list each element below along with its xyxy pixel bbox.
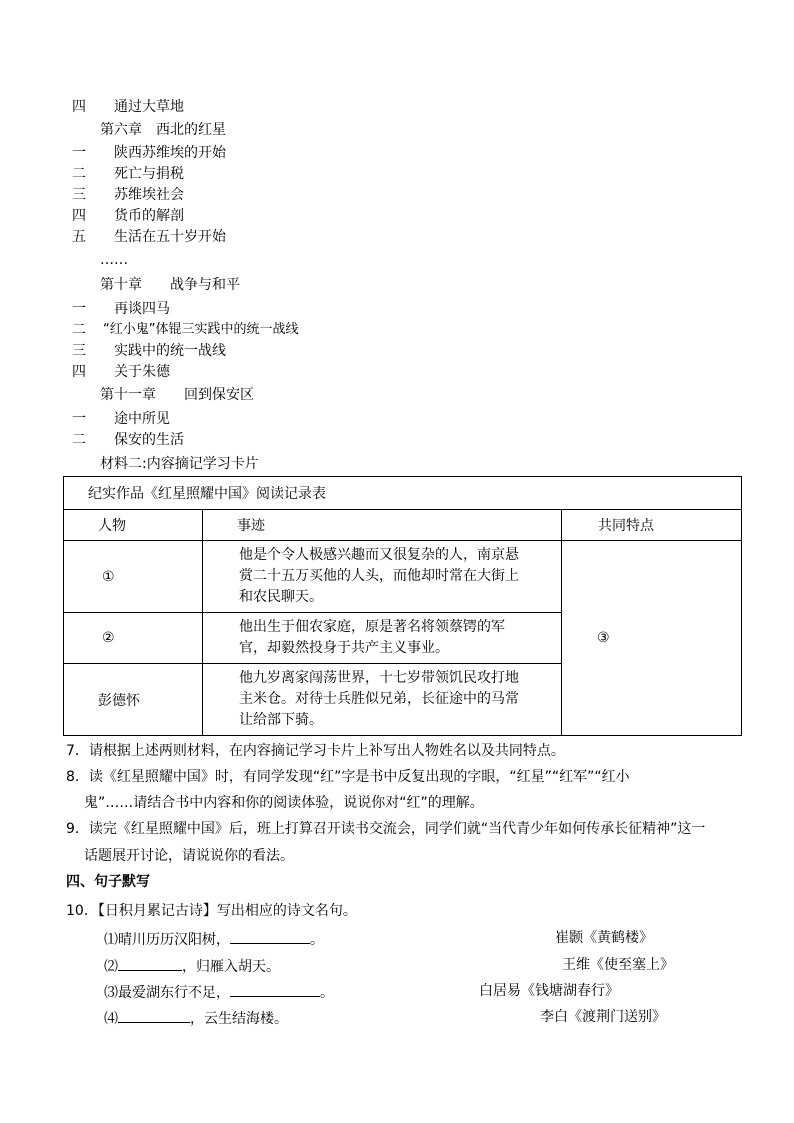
- poem-prompt-end: ，云生结海楼。: [190, 1011, 288, 1027]
- question-8: 8．读《红星照耀中国》时，有同学发现“红”字是书中反复出现的字眼，“红星”“红军”“红小: [66, 769, 630, 785]
- toc-title: “红小鬼”体锟三实践中的统一战线: [103, 322, 299, 337]
- toc-num: 一: [72, 301, 86, 317]
- question-9-cont: 话题展开讨论，请说说你的看法。: [84, 848, 294, 864]
- header-deeds: 事迹: [203, 510, 562, 541]
- chapter-heading-title: 战争与和平: [170, 277, 240, 293]
- chapter-heading: 第十一章: [100, 387, 156, 403]
- toc-num: 四: [72, 364, 86, 380]
- toc-num: 二: [72, 432, 86, 448]
- toc-title: 保安的生活: [114, 432, 184, 448]
- toc-num: 四: [72, 99, 86, 115]
- answer-blank[interactable]: [230, 929, 310, 944]
- table-row: [64, 541, 742, 613]
- poem-prompt-end: 。: [310, 932, 324, 948]
- chapter-heading: 第六章 西北的红星: [100, 122, 226, 138]
- deeds-cell: 他出生于佃农家庭，原是著名将领蔡锷的军官，却毅然投身于共产主义事业。: [203, 613, 562, 664]
- toc-title: 货币的解剖: [114, 208, 184, 224]
- toc-num: 五: [72, 229, 86, 245]
- toc-title: 实践中的统一战线: [114, 343, 226, 359]
- toc-num: 二: [72, 322, 86, 338]
- table-title-row: [64, 477, 742, 510]
- poem-prompt: ⑵: [104, 959, 118, 975]
- poem-source: 崔颢《黄鹤楼》: [555, 930, 653, 946]
- poem-prompt-end: ，归雁入胡天。: [182, 959, 280, 975]
- toc-num: 四: [72, 208, 86, 224]
- header-common-trait: 共同特点: [562, 510, 742, 541]
- poem-source: 王维《使至塞上》: [562, 957, 674, 973]
- answer-blank[interactable]: [118, 1008, 190, 1023]
- toc-title: 陕西苏维埃的开始: [114, 145, 226, 161]
- answer-blank[interactable]: [118, 956, 182, 971]
- person-cell: 彭德怀: [64, 664, 203, 736]
- toc-num: 一: [72, 145, 86, 161]
- poem-line: [104, 956, 280, 976]
- question-8-cont: 鬼”……请结合书中内容和你的阅读体验，说说你对“红”的理解。: [84, 795, 484, 811]
- poem-prompt-end: 。: [320, 985, 334, 1001]
- poem-line: [104, 929, 324, 949]
- reading-record-table: [63, 476, 742, 736]
- toc-title: 通过大草地: [114, 99, 184, 115]
- toc-title: 再谈四马: [114, 301, 170, 317]
- person-cell: ①: [64, 541, 203, 613]
- deeds-cell: 他是个令人极感兴趣而又很复杂的人，南京悬赏二十五万买他的人头，而他却时常在大街上和农民聊天。: [203, 541, 562, 613]
- table-header-row: [64, 510, 742, 541]
- chapter-heading-title: 回到保安区: [184, 387, 254, 403]
- toc-num: 二: [72, 166, 86, 182]
- toc-num: 三: [72, 187, 86, 203]
- question-7: 7．请根据上述两则材料，在内容摘记学习卡片上补写出人物姓名以及共同特点。: [66, 743, 565, 759]
- poem-source: 李白《渡荆门送别》: [540, 1009, 666, 1025]
- question-9: 9．读完《红星照耀中国》后，班上打算召开读书交流会，同学们就“当代青少年如何传承长征精神”这一: [66, 821, 706, 837]
- person-cell: ②: [64, 613, 203, 664]
- toc-title: 关于朱德: [114, 364, 170, 380]
- header-person: 人物: [64, 510, 203, 541]
- deeds-cell: 他九岁离家闯荡世界，十七岁带领饥民攻打地主米仓。对待士兵胜似兄弟，长征途中的马常让给部下骑。: [203, 664, 562, 736]
- poem-line: [104, 982, 334, 1002]
- question-10: 10．【日积月累记古诗】写出相应的诗文名句。: [66, 903, 357, 919]
- poem-prompt: ⑴晴川历历汉阳树，: [104, 932, 230, 948]
- toc-num: 一: [72, 411, 86, 427]
- toc-title: 途中所见: [114, 411, 170, 427]
- toc-title: 死亡与捐税: [114, 166, 184, 182]
- common-trait-cell: ③: [562, 541, 742, 736]
- toc-title: 苏维埃社会: [114, 187, 184, 203]
- material-label: 材料二:内容摘记学习卡片: [100, 456, 259, 472]
- toc-title: 生活在五十岁开始: [114, 229, 226, 245]
- toc-ellipsis: ……: [100, 252, 128, 268]
- poem-prompt: ⑶最爱湖东行不足，: [104, 985, 230, 1001]
- table-title: 纪实作品《红星照耀中国》阅读记录表: [64, 477, 742, 510]
- chapter-heading: 第十章: [100, 277, 142, 293]
- poem-source: 白居易《钱塘湖春行》: [479, 983, 619, 999]
- poem-prompt: ⑷: [104, 1011, 118, 1027]
- toc-num: 三: [72, 343, 86, 359]
- poem-line: [104, 1008, 288, 1028]
- answer-blank[interactable]: [230, 982, 320, 997]
- section-heading: 四、句子默写: [66, 874, 150, 890]
